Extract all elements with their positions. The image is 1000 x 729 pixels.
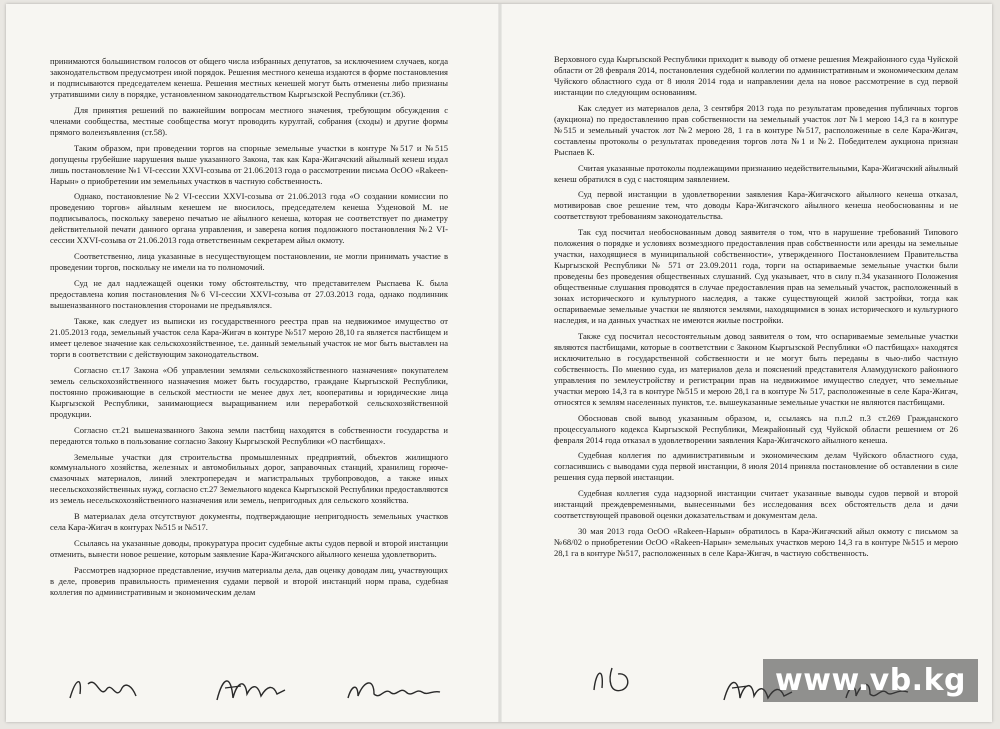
paragraph: Таким образом, при проведении торгов на спорные земельные участки в контуре №517 и №515 допущены грубейшие нарушения выше указанного Закона, так как Кара-Жигачский айылный кенеш издал лишь постановление №1 VI-сессии XXVI-созыва от 21.06.2013 года о рассмотрении письма ОсОО «Rakeen-Нарын» о приобретении им земельных участков в частную собственность. [50,142,448,186]
paragraph: Судебная коллегия суда надзорной инстанции считает указанные выводы судов первой и второй инстанций преждевременными, вынесенными без исследования всех обстоятельств дела и дачи соответствующей правовой оценки доказательствам и документам дела. [554,488,958,521]
signature-2 [211,672,291,708]
paragraph: принимаются большинством голосов от общего числа избранных депутатов, за исключением случаев, когда законодательством предусмотрен иной порядок. Решения местного кенеша издаются в форме постановления и подписываются председателем кенеша. Решения местных кенешей могут быть отменены либо признаны утратившими силу в порядке, установленном законодательством Кыргызской Республики (ст.36). [50,56,448,99]
paragraph: Согласно ст.21 вышеназванного Закона земли пастбищ находятся в собственности государства и передаются только в пользование согласно Закону Кыргызской Республики «О пастбищах». [50,424,448,446]
paragraph: 30 мая 2013 года ОсОО «Rakeen-Нарын» обратилось в Кара-Жигачский айыл окмоту с письмом за №68/02 о приобретении ОсОО «Rakeen-Нарын» земельных участков мерою 14,3 га в контуре №515 и мерою 28,1 га в контуре №517, расположенных в селе Кара-Жигач, в частную собственность. [554,526,958,559]
paragraph: Земельные участки для строительства промышленных предприятий, объектов жилищного коммунального хозяйства, железных и автомобильных дорог, заправочных станций, хранилищ горюче-смазочных материалов, линий электропередач и магистральных трубопроводов, а также иных несельскохозяйственных нужд, согласно ст.27 Земельного кодекса Кыргызской Республики предоставляются из земель несельскохозяйственного назначения или земель, непригодных для сельского хозяйства. [50,451,448,506]
paragraph: Судебная коллегия по административным и экономическим делам Чуйского областного суда, согласившись с выводами суда первой инстанции, 8 июля 2014 приняла постановление об оставлении в силе решения суда первой инстанции. [554,450,958,483]
scanned-document-spread [6,4,992,722]
paragraph: Считая указанные протоколы подлежащими признанию недействительными, Кара-Жигачский айылный кенеш обратился в суд с настоящим заявлением. [554,162,958,184]
paragraph: Согласно ст.17 Закона «Об управлении землями сельскохозяйственного назначения» покупателем земель сельскохозяйственного назначения может быть государство, граждане Кыргызской Республики, постоянно проживающие в сельской местности не менее двух лет, кооперативы и юридические лица Кыргызской Республики, занимающиеся выращиванием или переработкой сельскохозяйственной продукции. [50,364,448,419]
paragraph: Суд не дал надлежащей оценки тому обстоятельству, что представителем Рыспаева К. была предоставлена копия постановления №6 VI-сессии XXVI-созыва от 27.03.2013 года, однако подлинник вышеназванного постановления сторонами не предъявлялся. [50,278,448,311]
paragraph: Верховного суда Кыргызской Республики приходит к выводу об отмене решения Межрайонного суда Чуйской области от 28 февраля 2014, постановления судебной коллегии по административным и экономическим делам Чуйского областного суда от 8 июля 2014 года и направлении дела на новое рассмотрение в суд первой инстанции по следующим основаниям. [554,54,958,97]
signature-4 [588,660,648,700]
paragraph: Суд первой инстанции в удовлетворении заявления Кара-Жигачского айылного кенеша отказал, мотивировав свое решение тем, что доводы Кара-Жигачского айылного кенеша необоснованны и не соответствуют требованиям законодательства. [554,189,958,222]
signature-3 [344,674,444,708]
paragraph: В материалах дела отсутствуют документы, подтверждающие непригодность земельных участков села Кара-Жигач в контурах №515 и №517. [50,511,448,533]
paragraph: Также, как следует из выписки из государственного реестра прав на недвижимое имущество от 21.05.2013 года, земельный участок села Кара-Жигач в контуре №517 мерою 28,10 га является пастбищем и имеет целевое значение как сельскохозяйственное, т.е. данный земельный участок не мог быть выставлен на торги в соответствии с действующим законодательством. [50,316,448,359]
watermark-logo: www.vb.kg [763,659,978,702]
right-page-text [554,54,958,561]
paragraph: Рассмотрев надзорное представление, изучив материалы дела, дав оценку доводам лиц, участвующих в деле, проверив правильность применения судами первой и второй инстанций норм права, судебная коллегия по административным и экономическим делам [50,565,448,597]
left-page-text [50,56,448,600]
paragraph: Обосновав свой вывод указанным образом, и, ссылаясь на п.п.2 п.3 ст.269 Гражданского процессуального кодекса Кыргызской Республики, Межрайонный суд Чуйской области решением от 26 февраля 2014 года отказал в удовлетворении заявления Кара-Жигачского айылного кенеша. [554,412,958,445]
signature-1 [66,672,146,706]
page-fold [498,4,502,722]
paragraph: Ссылаясь на указанные доводы, прокуратура просит судебные акты судов первой и второй инстанции отменить, вынести новое решение, которым заявление Кара-Жигачского айылного кенеша удовлетворить. [50,538,448,560]
paragraph: Для принятия решений по важнейшим вопросам местного значения, требующим обсуждения с членами сообщества, местные сообщества могут проводить курултай, собрания (сходы) и другие формы прямого волеизъявления (ст.58). [50,104,448,137]
paragraph: Как следует из материалов дела, 3 сентября 2013 года по результатам проведения публичных торгов (аукциона) по предоставлению прав собственности на земельный участок лот №1 мерою 14,3 га в контуре №515 и земельный участок лот №2 мерою 28, 1 га в контуре №517, расположенные в селе Кара-Жигач, составлены протоколы о результатах проведения торгов лота №1 и №2. Победителем аукциона признан Рыспаев К. [554,102,958,157]
paragraph: Так суд посчитал необоснованным довод заявителя о том, что в нарушение требований Типового положения о порядке и условиях возмездного предоставления прав собственности или аренды на земельные участки, находящиеся в муниципальной собственности», утвержденного Постановлением Правительства Кыргызской Республики № 571 от 23.09.2011 года, торги на оспариваемые земельные участки были проведены без проведения общественных слушаний. Суд указывает, что в силу п.34 указанного Положения общественные слушания проводятся в случае предоставления прав на земельный участок, расположенный в зонах исторического и культурного наследия, а также существующей жилой застройки, тогда как оспариваемые земельные участки не являются землями, находящимися в зонах исторического и культурного наследия, и на данных участках не имеются жилые постройки. [554,227,958,325]
paragraph: Соответственно, лица указанные в несуществующем постановлении, не могли принимать участие в проведении торгов, поскольку не имели на то полномочий. [50,251,448,273]
paragraph: Однако, постановление №2 VI-сессии XXVI-созыва от 21.06.2013 года «О создании комиссии по проведению торгов» айылным кенешем не вносилось, председателем кенеша Узденовой М. не подписывалось, поскольку заверено печатью не айылного кенеша, которая не соответствует по диаметру действительной печати данного органа управления, и заверена копия подложного постановления №2 VI-сессии XXVI-созыва от 21.06.2013 года ответственным секретарем айыл окмоту. [50,191,448,246]
paragraph: Также суд посчитал несостоятельным довод заявителя о том, что оспариваемые земельные участки являются пастбищами, которые в соответствии с Законом Кыргызской Республики «О пастбищах» находятся исключительно в государственной собственности и не могут быть переданы в чью-либо частную собственность. По мнению суда, из материалов дела и пояснений представителя Аламудунского районного управления по землеустройству и регистрации прав на недвижимое имущество следует, что земельные участки мерою 14,3 га в контуре №515 и мерою 28,1 га в контуре № 517, расположенные в селе Кара-Жигач, относятся к землям населенных пунктов, т.е. вышеуказанные земельные участки не являются пастбищами. [554,330,958,407]
